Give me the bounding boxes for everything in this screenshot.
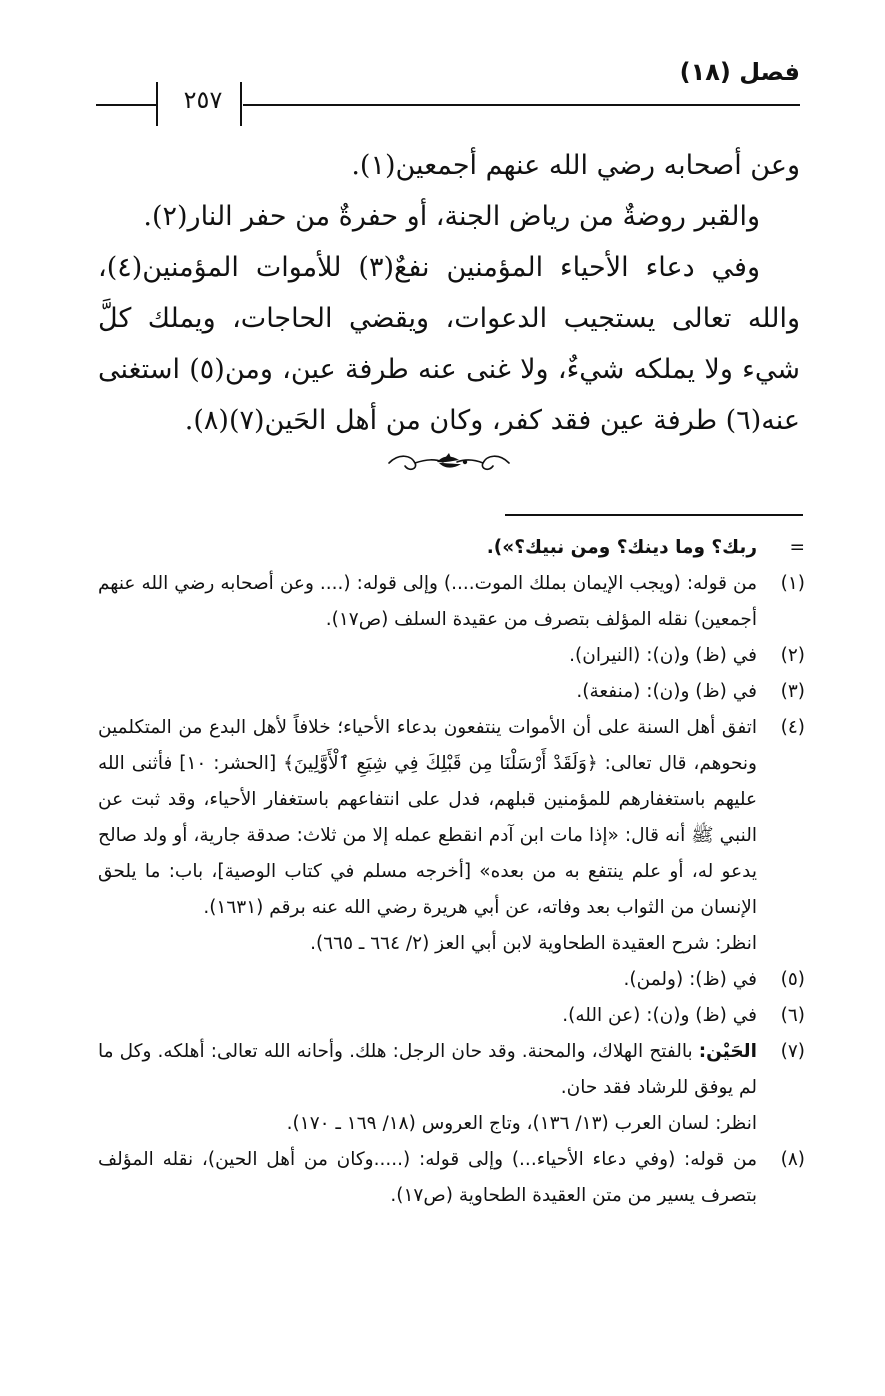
footnote-number: (١): [780, 573, 805, 594]
header-rule-right: [243, 104, 800, 106]
footnote-separator: [505, 514, 803, 516]
footnote-2: [98, 638, 805, 674]
main-paragraph-2: والقبر روضةٌ من رياض الجنة، أو حفرةٌ من حفر النار(٢).: [143, 201, 760, 232]
footnote-6: [98, 998, 805, 1034]
footnote-text: في (ظ) و(ن): (عن الله).: [562, 1005, 757, 1026]
footnote-number: (٨): [780, 1149, 805, 1170]
footnote-number: (٤): [780, 717, 805, 738]
footnote-7-reference: انظر: لسان العرب (١٣/ ١٣٦)، وتاج العروس (١٨/ ١٦٩ ـ ١٧٠).: [286, 1113, 757, 1134]
footnote-4: [98, 710, 805, 926]
footnote-number: (٢): [780, 645, 805, 666]
page-number: ٢٥٧: [183, 86, 223, 114]
header-rule-left: [96, 104, 156, 106]
footnote-text: اتفق أهل السنة على أن الأموات ينتفعون بدعاء الأحياء؛ خلافاً لأهل البدع من المتكلمين ونحوهم، قال تعالى: ﴿وَلَقَدْ أَرْسَلْنَا مِن قَبْلِكَ فِي شِيَعِ ٱلْأَوَّلِينَ﴾ [الحشر: ١٠] فأثنى الله عليهم باستغفارهم للمؤمنين قبلهم، فدل على انتفاعهم باستغفار الأحياء، وقد ثبت عن النبي ﷺ أنه قال: «إذا مات ابن آدم انقطع عمله إلا من ثلاث: صدقة جارية، أو ولد صالح يدعو له، أو علم ينتفع به من بعده» [أخرجه مسلم في كتاب الوصية]، باب: ما يلحق الإنسان من الثواب بعد وفاته، عن أبي هريرة رضي الله عنه برقم (١٦٣١).: [98, 717, 757, 918]
footnotes: [98, 530, 805, 1214]
ornament-divider-icon: [385, 447, 513, 477]
main-text: [98, 140, 800, 446]
footnote-term: الحَيْن:: [698, 1041, 757, 1062]
main-paragraph-1: وعن أصحابه رضي الله عنهم أجمعين(١).: [351, 150, 800, 181]
footnote-text: [98, 1034, 757, 1106]
footnote-continuation: [98, 530, 805, 566]
main-paragraph-3: وفي دعاء الأحياء المؤمنين نفعٌ(٣) للأموات المؤمنين(٤)، والله تعالى يستجيب الدعوات، ويقضي الحاجات، ويملك كلَّ شيء ولا يملكه شيءٌ، ولا غنى عنه طرفة عين، ومن(٥) استغنى عنه(٦) طرفة عين فقد كفر، وكان من أهل الحَين(٧)(٨).: [98, 252, 800, 436]
footnote-continuation-text: ربك؟ وما دينك؟ ومن نبيك؟»).: [486, 537, 757, 558]
footnote-1: [98, 566, 805, 638]
footnote-number: (٥): [780, 969, 805, 990]
footnote-8: [98, 1142, 805, 1214]
footnote-5: [98, 962, 805, 998]
header-divider-right: [240, 82, 242, 126]
footnote-number: (٧): [780, 1041, 805, 1062]
footnote-3: [98, 674, 805, 710]
footnote-7: [98, 1034, 805, 1106]
footnote-text: في (ظ) و(ن): (منفعة).: [576, 681, 757, 702]
footnote-4-reference: انظر: شرح العقيدة الطحاوية لابن أبي العز (٢/ ٦٦٤ ـ ٦٦٥).: [310, 933, 757, 954]
continuation-mark: =: [789, 537, 805, 558]
footnote-text: من قوله: (وفي دعاء الأحياء...) وإلى قوله: (.....وكان من أهل الحين)، نقله المؤلف بتصرف يسير من متن العقيدة الطحاوية (ص١٧).: [98, 1149, 757, 1206]
footnote-text: من قوله: (ويجب الإيمان بملك الموت....) وإلى قوله: (.... وعن أصحابه رضي الله عنهم أجمعين) نقله المؤلف بتصرف من عقيدة السلف (ص١٧).: [98, 573, 757, 630]
header-divider-left: [156, 82, 158, 126]
footnote-text: في (ظ) و(ن): (النيران).: [569, 645, 757, 666]
footnote-definition: بالفتح الهلاك، والمحنة. وقد حان الرجل: هلك. وأحانه الله تعالى: أهلكه. وكل ما لم يوفق للرشاد فقد حان.: [98, 1041, 757, 1098]
footnote-number: (٦): [780, 1005, 805, 1026]
chapter-heading: فصل (١٨): [679, 58, 800, 86]
footnote-text: في (ظ): (ولمن).: [623, 969, 757, 990]
footnote-number: (٣): [780, 681, 805, 702]
